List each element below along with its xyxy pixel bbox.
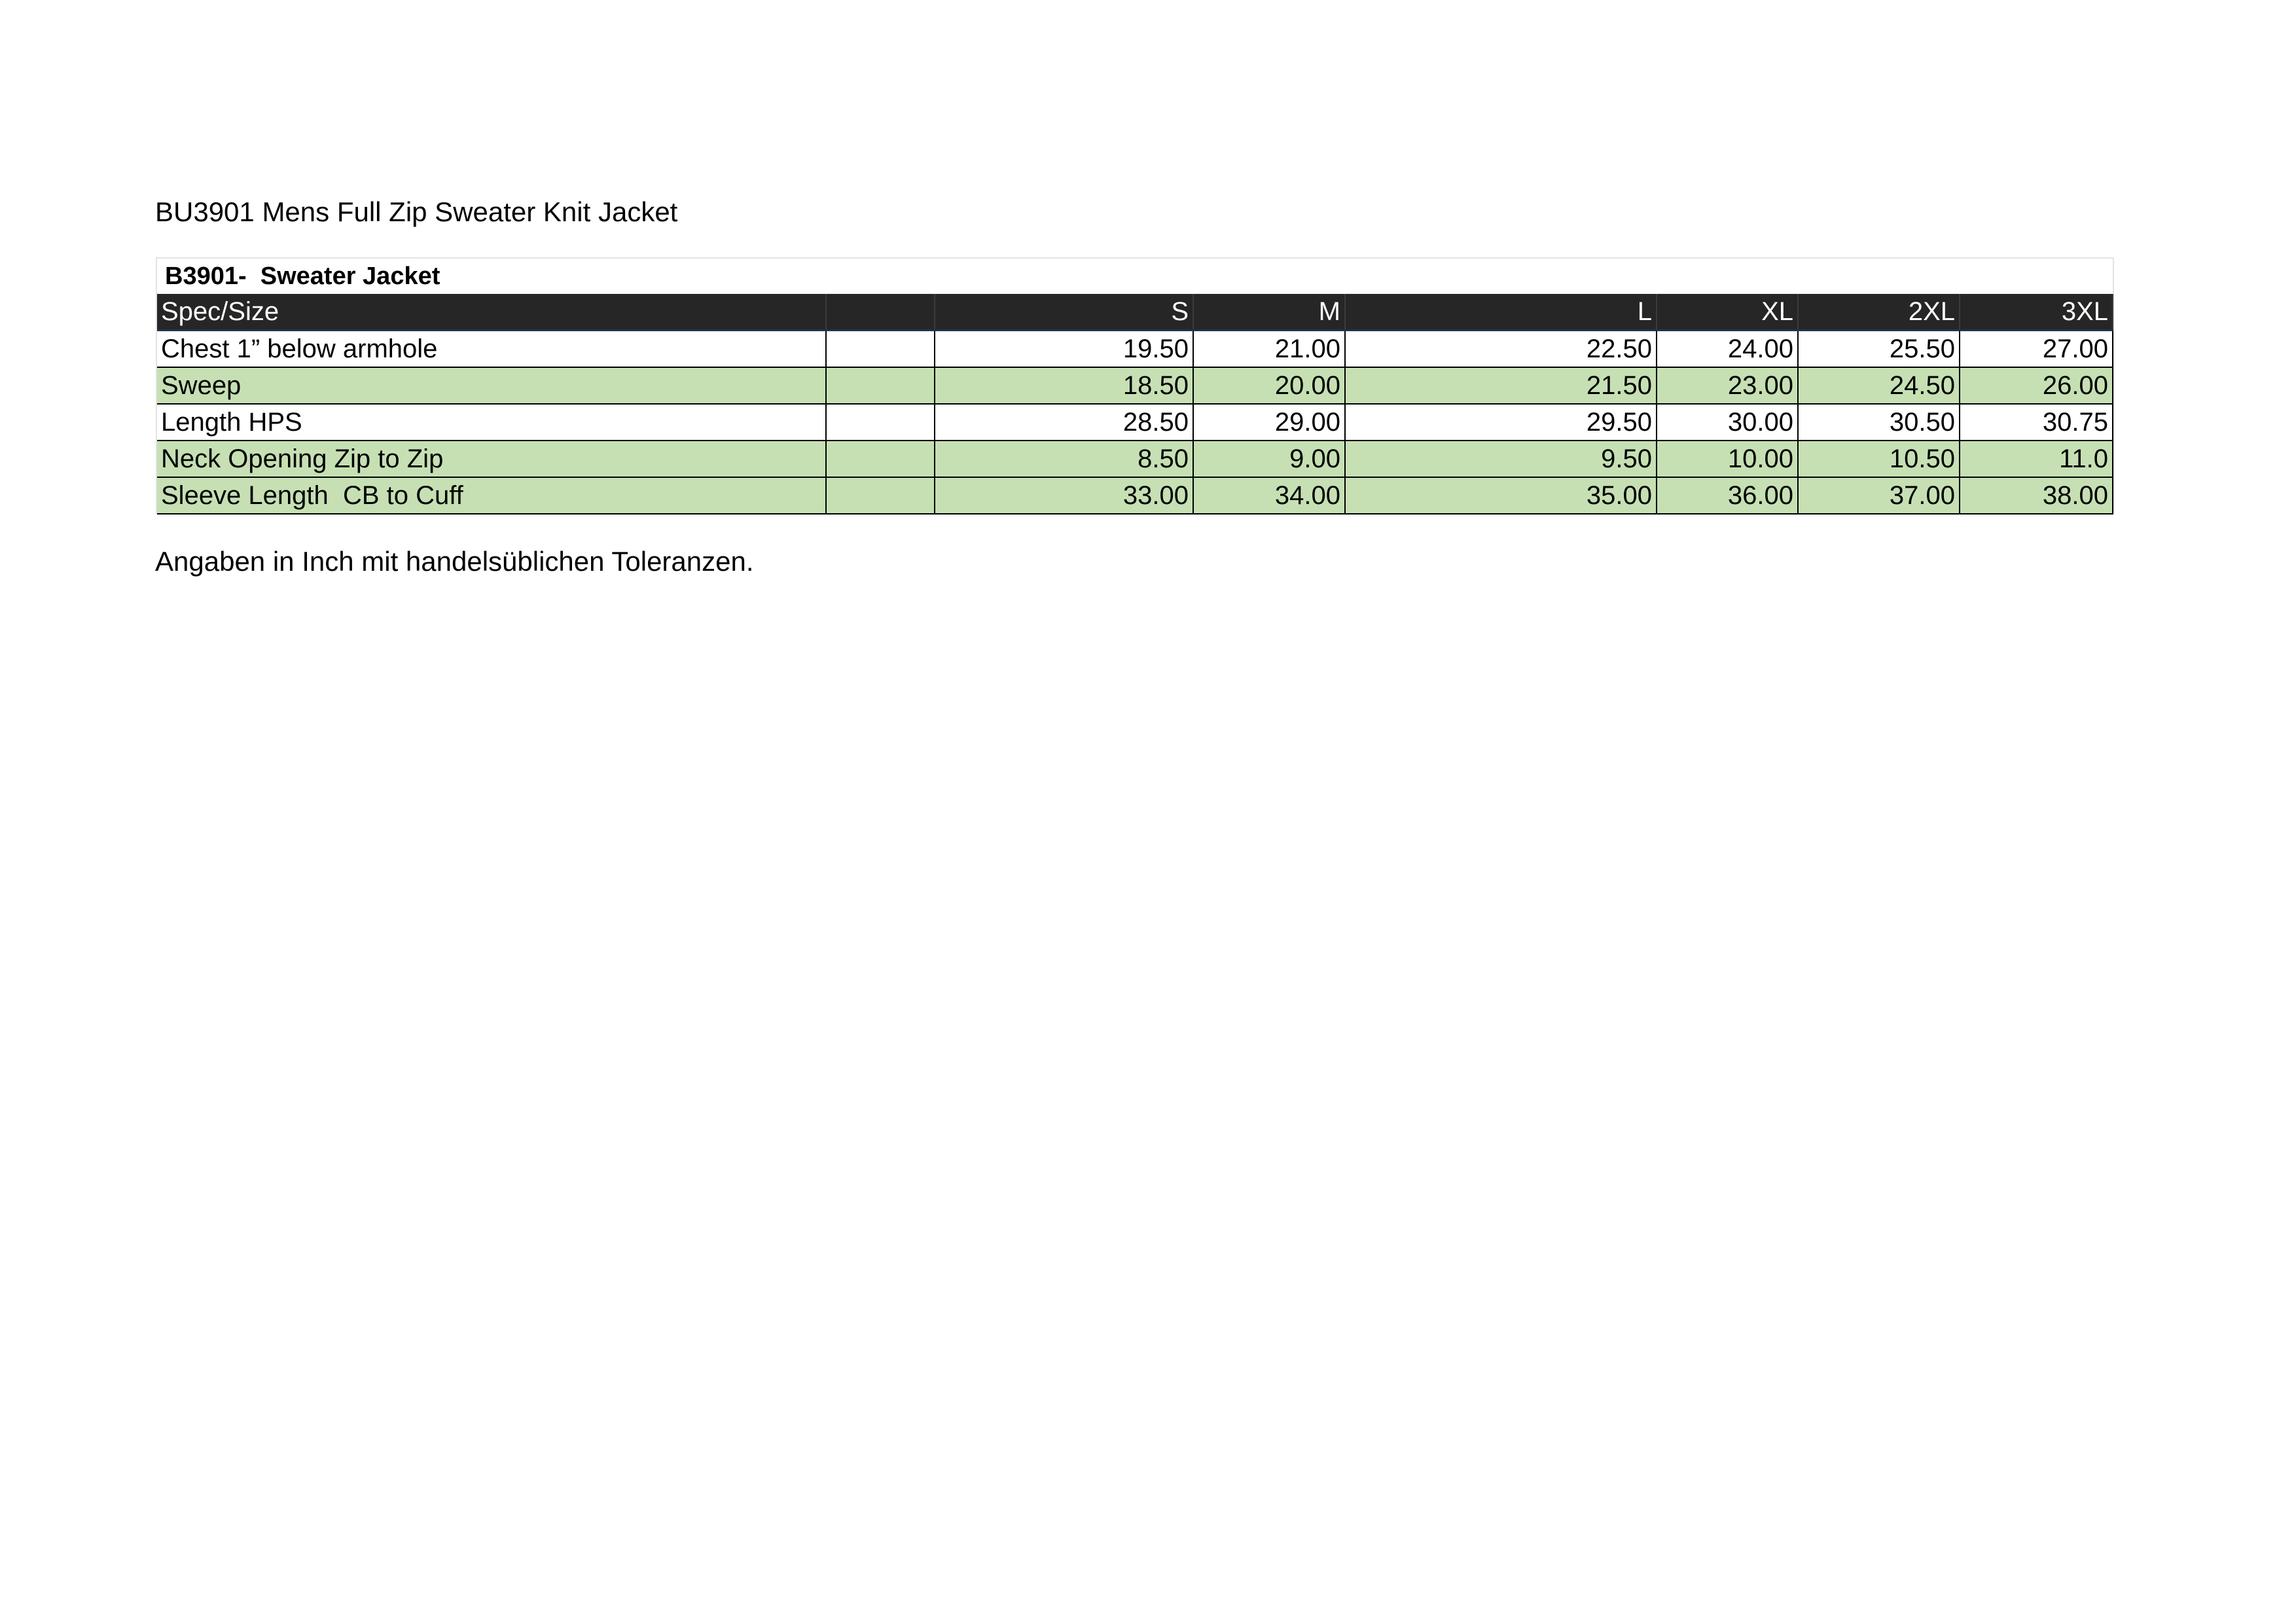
value-cell: 33.00: [935, 477, 1193, 514]
value-cell: 10.50: [1798, 441, 1960, 477]
value-cell: 19.50: [935, 331, 1193, 368]
value-cell: 21.50: [1345, 367, 1657, 404]
value-cell: 35.00: [1345, 477, 1657, 514]
row-label: Sleeve Length CB to Cuff: [157, 477, 826, 514]
value-cell: 9.00: [1193, 441, 1345, 477]
value-cell: 36.00: [1657, 477, 1798, 514]
blank-cell: [826, 441, 935, 477]
table-row-length: [157, 404, 2113, 441]
value-cell: 24.50: [1798, 367, 1960, 404]
value-cell: 29.50: [1345, 404, 1657, 441]
tolerance-note: Angaben in Inch mit handelsüblichen Toleranzen.: [155, 546, 754, 577]
row-label: Length HPS: [157, 404, 826, 441]
value-cell: 8.50: [935, 441, 1193, 477]
spec-sheet: [156, 257, 2114, 514]
table-row-sleeve-length: [157, 477, 2113, 514]
value-cell: 21.00: [1193, 331, 1345, 368]
value-cell: 26.00: [1960, 367, 2113, 404]
header-size-l: L: [1345, 294, 1657, 331]
table-row-neck-opening: [157, 441, 2113, 477]
row-label: Sweep: [157, 367, 826, 404]
value-cell: 11.0: [1960, 441, 2113, 477]
value-cell: 22.50: [1345, 331, 1657, 368]
value-cell: 9.50: [1345, 441, 1657, 477]
size-spec-table: [157, 294, 2113, 514]
value-cell: 23.00: [1657, 367, 1798, 404]
document-title: BU3901 Mens Full Zip Sweater Knit Jacket: [155, 196, 678, 227]
blank-cell: [826, 404, 935, 441]
header-blank-cell: [826, 294, 935, 331]
blank-cell: [826, 367, 935, 404]
table-header-row: [157, 294, 2113, 331]
header-size-3xl: 3XL: [1960, 294, 2113, 331]
value-cell: 18.50: [935, 367, 1193, 404]
value-cell: 34.00: [1193, 477, 1345, 514]
table-row-chest: [157, 331, 2113, 368]
value-cell: 10.00: [1657, 441, 1798, 477]
value-cell: 20.00: [1193, 367, 1345, 404]
blank-cell: [826, 331, 935, 368]
value-cell: 37.00: [1798, 477, 1960, 514]
header-size-xl: XL: [1657, 294, 1798, 331]
header-size-2xl: 2XL: [1798, 294, 1960, 331]
blank-cell: [826, 477, 935, 514]
header-size-m: M: [1193, 294, 1345, 331]
value-cell: 25.50: [1798, 331, 1960, 368]
value-cell: 30.00: [1657, 404, 1798, 441]
value-cell: 29.00: [1193, 404, 1345, 441]
value-cell: 30.75: [1960, 404, 2113, 441]
table-row-sweep: [157, 367, 2113, 404]
value-cell: 28.50: [935, 404, 1193, 441]
value-cell: 30.50: [1798, 404, 1960, 441]
header-spec-size: Spec/Size: [157, 294, 826, 331]
value-cell: 24.00: [1657, 331, 1798, 368]
value-cell: 38.00: [1960, 477, 2113, 514]
sheet-title: B3901- Sweater Jacket: [157, 259, 2113, 294]
value-cell: 27.00: [1960, 331, 2113, 368]
row-label: Neck Opening Zip to Zip: [157, 441, 826, 477]
row-label: Chest 1” below armhole: [157, 331, 826, 368]
header-size-s: S: [935, 294, 1193, 331]
